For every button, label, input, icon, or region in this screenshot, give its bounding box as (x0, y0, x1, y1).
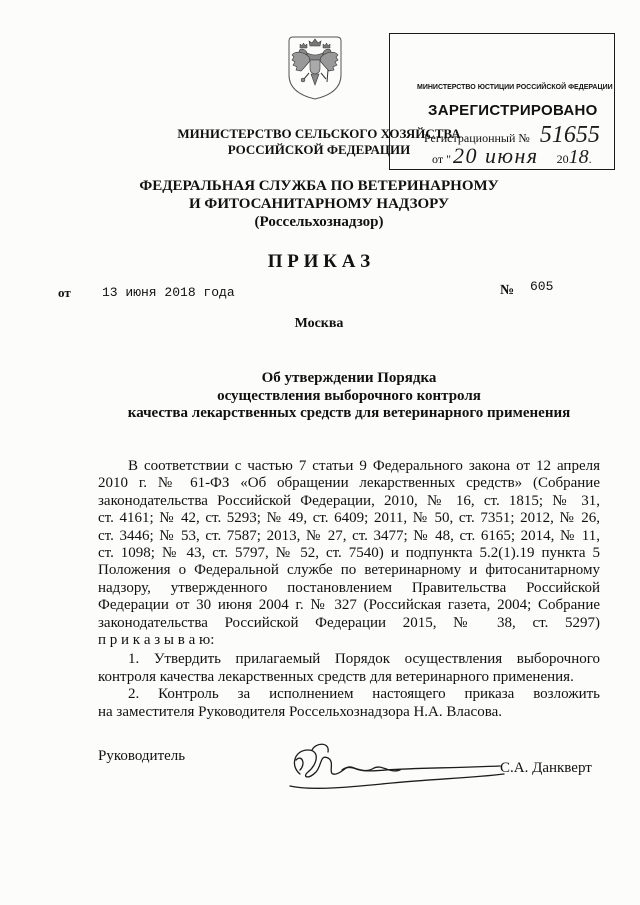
stamp-date-handwritten: 20 июня (452, 143, 539, 168)
service-name-line1: ФЕДЕРАЛЬНАЯ СЛУЖБА ПО ВЕТЕРИНАРНОМУ (139, 178, 499, 194)
title-line: осуществления выборочного контроля (217, 387, 481, 404)
preamble-line: ст. 3446; № 53, ст. 7587; 2013, № 27, ст. 3477; № 48, ст. 6165; 2014, № 11, (98, 527, 600, 544)
title-line: Об утверждении Порядка (261, 370, 437, 386)
preamble-line: Положения о Федеральной службе по ветеринарному и фитосанитарному (98, 562, 600, 579)
preamble-line: п р и к а з ы в а ю: (98, 632, 215, 649)
ministry-name-line2: РОССИЙСКОЙ ФЕДЕРАЦИИ (227, 142, 411, 157)
item-number: 2. (128, 686, 140, 703)
order-number: 605 (530, 279, 554, 294)
document-title (98, 370, 600, 423)
title-line: качества лекарственных средств для ветеринарного применения (127, 405, 571, 421)
coat-of-arms-graphic (283, 33, 347, 101)
item-text: Контроль за исполнением настоящего приказа возложить (158, 686, 600, 703)
item-number: 1. (128, 651, 140, 668)
preamble-line: надзору, утвержденного постановлением Правительства Российской (98, 579, 600, 596)
order-item-1 (98, 651, 600, 668)
stamp-status: ЗАРЕГИСТРИРОВАНО (428, 102, 598, 119)
stamp-date-prefix: от " (432, 152, 451, 166)
item-text: Утвердить прилагаемый Порядок осуществления выборочного (153, 651, 601, 668)
city: Москва (294, 316, 344, 331)
order-date-label: от (58, 285, 71, 300)
stamp-registration-number: 51655 (539, 122, 600, 148)
ministry-name-line1: МИНИСТЕРСТВО СЕЛЬСКОГО ХОЗЯЙСТВА (177, 126, 461, 141)
stamp-registration-label: Регистрационный № (424, 131, 530, 145)
item-text: контроля качества лекарственных средств для ветеринарного применения. (98, 668, 574, 685)
service-short-name: (Россельхознадзор) (254, 214, 384, 230)
signatory-role: Руководитель (98, 748, 186, 764)
service-name-line2: И ФИТОСАНИТАРНОМУ НАДЗОРУ (189, 196, 449, 212)
preamble-line: 2010 г. № 61-ФЗ «Об обращении лекарственных средств» (Собрание (98, 475, 600, 492)
preamble-line: ст. 4161; № 42, ст. 5293; № 49, ст. 6409; 2011, № 50, ст. 7351; 2012, № 26, (98, 510, 600, 527)
preamble-line: ст. 1098; № 43, ст. 5797, № 52, ст. 7540) и подпункта 5.2(1).19 пункта 5 (98, 545, 600, 562)
signature-graphic (282, 740, 507, 798)
order-item-2 (98, 686, 600, 703)
preamble-line: Федерации от 30 июня 2004 г. № 327 (Российская газета, 2004; Собрание (98, 597, 600, 614)
item-text: на заместителя Руководителя Россельхознадзора Н.А. Власова. (98, 703, 502, 720)
coat-of-arms-icon (283, 33, 347, 101)
preamble-line: В соответствии с частью 7 статьи 9 Федерального закона от 12 апреля (128, 458, 600, 474)
stamp-year-handwritten: 18 (568, 146, 589, 168)
order-date: 13 июня 2018 года (102, 285, 235, 300)
stamp-year-end: . (588, 152, 592, 166)
preamble-line: законодательства Российской Федерации 2015, № 38, ст. 5297) (98, 614, 600, 631)
order-number-label: № (500, 283, 515, 298)
stamp-ministry: МИНИСТЕРСТВО ЮСТИЦИИ РОССИЙСКОЙ ФЕДЕРАЦИИ (417, 84, 613, 91)
handwritten-signature (282, 740, 507, 798)
signatory-name: С.А. Данкверт (500, 760, 592, 776)
stamp-year-prefix: 20 (556, 152, 569, 166)
document-type: П Р И К А З (267, 251, 371, 272)
document-body (98, 458, 600, 721)
preamble-line: законодательства Российской Федерации, 2010, № 16, ст. 1815; № 31, (98, 492, 600, 509)
